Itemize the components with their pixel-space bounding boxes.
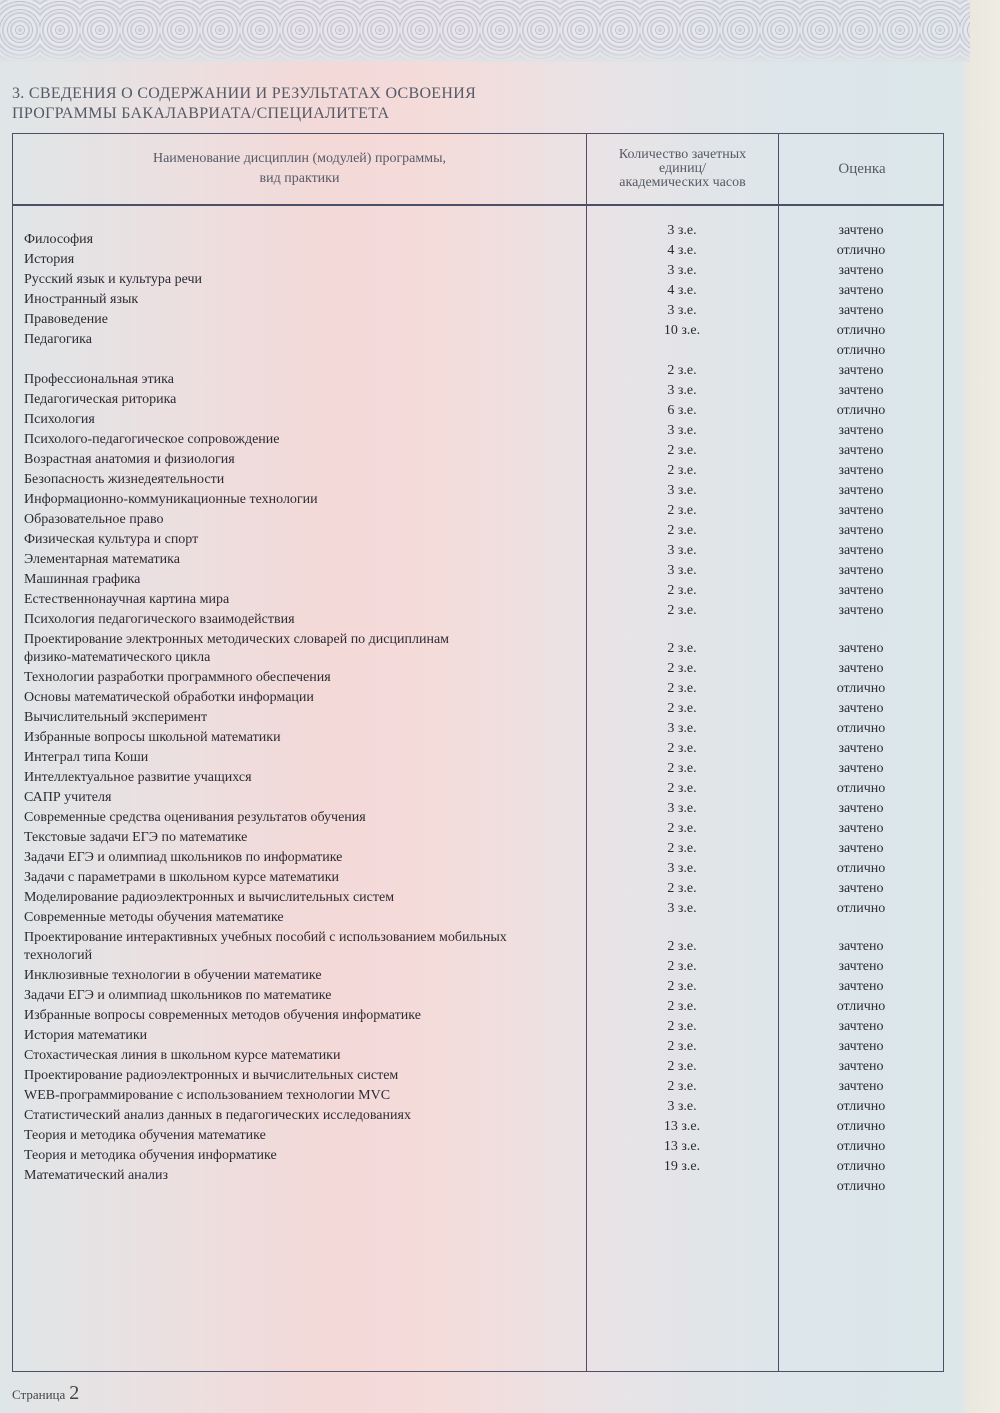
discipline-name-line: Информационно-коммуникационные технологии xyxy=(24,492,318,507)
discipline-name-line: САПР учителя xyxy=(24,790,112,805)
discipline-name-line: Задачи с параметрами в школьном курсе математики xyxy=(24,870,340,885)
discipline-name-line: Задачи ЕГЭ и олимпиад школьников по информатике xyxy=(24,850,343,865)
grade-cell xyxy=(778,1077,944,1097)
discipline-name-line: Интеграл типа Коши xyxy=(24,750,149,765)
grade-cell xyxy=(778,799,944,819)
credits-value: 2 з.е. xyxy=(667,841,697,856)
grade-value: зачтено xyxy=(838,383,884,398)
discipline-name xyxy=(24,929,507,965)
discipline-name-line: Современные средства оценивания результатов обучения xyxy=(24,810,366,825)
discipline-name-line: Моделирование радиоэлектронных и вычислительных систем xyxy=(24,890,395,905)
grade-value: зачтено xyxy=(838,959,884,974)
grade-cell xyxy=(778,679,944,699)
page-number: 2 xyxy=(69,1382,80,1404)
grade-cell xyxy=(778,859,944,879)
credits-value: 3 з.е. xyxy=(667,543,697,558)
grade-cell xyxy=(778,879,944,899)
section-title-line2: ПРОГРАММЫ БАКАЛАВРИАТА/СПЕЦИАЛИТЕТА xyxy=(12,105,390,122)
grade-value: зачтено xyxy=(838,523,884,538)
discipline-name xyxy=(24,471,224,489)
discipline-name xyxy=(24,511,163,529)
credits-value: 2 з.е. xyxy=(667,939,697,954)
discipline-name-line: Физическая культура и спорт xyxy=(24,532,199,547)
header-discipline-line1: Наименование дисциплин (модулей) программы, xyxy=(152,151,447,166)
grade-cell xyxy=(778,221,944,241)
grade-cell xyxy=(778,937,944,957)
credits-value: 2 з.е. xyxy=(667,443,697,458)
guilloche-border xyxy=(0,0,970,62)
discipline-name xyxy=(24,231,93,249)
grade-value: зачтено xyxy=(838,1019,884,1034)
credits-value: 3 з.е. xyxy=(667,801,697,816)
header-credits: Количество зачетных единиц/ академических часов xyxy=(618,147,747,190)
discipline-name-line: Машинная графика xyxy=(24,572,141,587)
discipline-name-line: История математики xyxy=(24,1028,148,1043)
grade-value: зачтено xyxy=(838,761,884,776)
credits-value: 3 з.е. xyxy=(667,383,697,398)
credits-value: 2 з.е. xyxy=(667,603,697,618)
grade-cell xyxy=(778,301,944,321)
credits-value: 3 з.е. xyxy=(667,563,697,578)
discipline-name xyxy=(24,769,252,787)
grade-cell xyxy=(778,381,944,401)
grade-value: отлично xyxy=(836,1099,886,1114)
credits-value: 2 з.е. xyxy=(667,979,697,994)
grade-value: зачтено xyxy=(838,701,884,716)
discipline-name-line: Философия xyxy=(24,232,94,247)
credits-value: 3 з.е. xyxy=(667,223,697,238)
grade-cell xyxy=(778,481,944,501)
discipline-name-line: Избранные вопросы современных методов обучения информатике xyxy=(24,1008,421,1023)
grade-cell xyxy=(778,241,944,261)
discipline-name-line: физико-математического цикла xyxy=(24,650,211,665)
header-discipline-line2: вид практики xyxy=(259,171,340,186)
header-discipline-name xyxy=(13,134,586,204)
credits-value: 2 з.е. xyxy=(667,999,697,1014)
discipline-name xyxy=(24,611,295,629)
credits-value: 19 з.е. xyxy=(663,1159,701,1174)
grade-value: зачтено xyxy=(838,583,884,598)
discipline-name xyxy=(24,411,95,429)
grade-cell xyxy=(778,461,944,481)
grade-cell xyxy=(778,1117,944,1137)
discipline-name-line: Образовательное право xyxy=(24,512,164,527)
grade-cell xyxy=(778,659,944,679)
discipline-name-line: Задачи ЕГЭ и олимпиад школьников по математике xyxy=(24,988,332,1003)
credits-value: 2 з.е. xyxy=(667,1019,697,1034)
grade-value: отлично xyxy=(836,781,886,796)
discipline-name xyxy=(24,631,449,667)
discipline-name xyxy=(24,729,281,747)
discipline-name xyxy=(24,889,394,907)
grade-value: отлично xyxy=(836,243,886,258)
grade-value: отлично xyxy=(836,323,886,338)
table-row xyxy=(12,1159,944,1206)
discipline-name-line: Статистический анализ данных в педагогических исследованиях xyxy=(24,1108,411,1123)
grade-cell xyxy=(778,997,944,1017)
discipline-name xyxy=(24,909,284,927)
discipline-name xyxy=(24,491,318,509)
discipline-name xyxy=(24,809,366,827)
discipline-name xyxy=(24,551,180,569)
discipline-name xyxy=(24,869,339,887)
grade-cell xyxy=(778,521,944,541)
grade-cell xyxy=(778,581,944,601)
discipline-name-line: Проектирование интерактивных учебных пособий с использованием мобильных xyxy=(24,930,507,945)
table-body xyxy=(12,223,944,1206)
credits-value: 4 з.е. xyxy=(667,243,697,258)
discipline-name xyxy=(24,451,235,469)
grade-value: отлично xyxy=(836,999,886,1014)
page-footer xyxy=(12,1382,79,1405)
credits-value: 2 з.е. xyxy=(667,741,697,756)
grade-value: отлично xyxy=(836,1119,886,1134)
grade-cell xyxy=(778,899,944,919)
credits-value: 3 з.е. xyxy=(667,423,697,438)
credits-value: 13 з.е. xyxy=(663,1119,701,1134)
credits-value: 2 з.е. xyxy=(667,959,697,974)
credits-value: 10 з.е. xyxy=(663,323,701,338)
discipline-name-line: Психология xyxy=(24,412,95,427)
discipline-name xyxy=(24,1147,277,1165)
discipline-name-line: Иностранный язык xyxy=(24,292,139,307)
discipline-name-line: Математический анализ xyxy=(24,1168,169,1183)
discipline-name-line: Педагогическая риторика xyxy=(24,392,177,407)
grade-value: зачтено xyxy=(838,503,884,518)
credits-value: 2 з.е. xyxy=(667,701,697,716)
grade-value: отлично xyxy=(836,901,886,916)
discipline-name xyxy=(24,709,207,727)
grade-value: зачтено xyxy=(838,543,884,558)
grade-cell xyxy=(778,281,944,301)
grade-cell xyxy=(778,1137,944,1157)
grade-value: отлично xyxy=(836,681,886,696)
discipline-name-line: Теория и методика обучения математике xyxy=(24,1128,266,1143)
discipline-name-line: Вычислительный эксперимент xyxy=(24,710,208,725)
discipline-name-line: Основы математической обработки информации xyxy=(24,690,314,705)
grade-cell xyxy=(778,779,944,799)
credits-value: 3 з.е. xyxy=(667,861,697,876)
discipline-name xyxy=(24,591,229,609)
discipline-name-line: Правоведение xyxy=(24,312,108,327)
grade-cell xyxy=(778,639,944,659)
page-label: Страница xyxy=(12,1387,66,1402)
discipline-name xyxy=(24,1027,147,1045)
grade-value: зачтено xyxy=(838,939,884,954)
header-divider xyxy=(13,204,943,206)
discipline-name xyxy=(24,1087,390,1105)
credits-value: 2 з.е. xyxy=(667,523,697,538)
credits-value: 6 з.е. xyxy=(667,403,697,418)
grade-value: зачтено xyxy=(838,1079,884,1094)
grade-value: зачтено xyxy=(838,841,884,856)
grade-cell xyxy=(778,1157,944,1197)
grade-value: зачтено xyxy=(838,443,884,458)
grade-value: зачтено xyxy=(838,363,884,378)
grade-value: зачтено xyxy=(838,563,884,578)
grade-cell xyxy=(778,957,944,977)
discipline-name-line: Проектирование электронных методических словарей по дисциплинам xyxy=(24,632,450,647)
discipline-name xyxy=(24,391,176,409)
grade-cell xyxy=(778,1017,944,1037)
grade-cell xyxy=(778,501,944,521)
discipline-name xyxy=(24,749,148,767)
credits-value: 3 з.е. xyxy=(667,901,697,916)
grade-value: отлично xyxy=(836,343,886,358)
discipline-name xyxy=(24,689,314,707)
credits-value: 2 з.е. xyxy=(667,583,697,598)
discipline-name-line: Психолого-педагогическое сопровождение xyxy=(24,432,280,447)
credits-value: 2 з.е. xyxy=(667,1039,697,1054)
credits-value: 2 з.е. xyxy=(667,503,697,518)
credits-value: 2 з.е. xyxy=(667,661,697,676)
discipline-name xyxy=(24,1007,421,1025)
grade-value: зачтено xyxy=(838,881,884,896)
discipline-name-line: Безопасность жизнедеятельности xyxy=(24,472,225,487)
credits-value: 13 з.е. xyxy=(663,1139,701,1154)
discipline-name-line: Русский язык и культура речи xyxy=(24,272,203,287)
discipline-name-line: Теория и методика обучения информатике xyxy=(24,1148,277,1163)
grade-value: зачтено xyxy=(838,821,884,836)
discipline-name-line: Современные методы обучения математике xyxy=(24,910,284,925)
discipline-name-line: Технологии разработки программного обеспечения xyxy=(24,670,331,685)
grade-value: отлично xyxy=(836,721,886,736)
grade-cell xyxy=(778,561,944,581)
credits-value: 3 з.е. xyxy=(667,1099,697,1114)
discipline-name-line: Текстовые задачи ЕГЭ по математике xyxy=(24,830,248,845)
discipline-name-line: Избранные вопросы школьной математики xyxy=(24,730,281,745)
discipline-name xyxy=(24,431,280,449)
table-row xyxy=(12,603,944,630)
discipline-name-line: Педагогика xyxy=(24,332,92,347)
grade-value: зачтено xyxy=(838,223,884,238)
grade-cell xyxy=(778,977,944,997)
grade-cell xyxy=(778,261,944,281)
discipline-name-line: WEB-программирование с использованием технологии MVC xyxy=(24,1088,391,1103)
grade-cell xyxy=(778,361,944,381)
discipline-name xyxy=(24,331,92,349)
grade-value: отлично xyxy=(836,1159,886,1174)
discipline-name-line: Элементарная математика xyxy=(24,552,180,567)
grade-value: зачтено xyxy=(838,1059,884,1074)
grade-value: отлично xyxy=(836,861,886,876)
grade-cell xyxy=(778,1037,944,1057)
discipline-name xyxy=(24,849,342,867)
table-row xyxy=(12,901,944,928)
discipline-name xyxy=(24,1167,168,1185)
grade-value: зачтено xyxy=(838,423,884,438)
grade-cell xyxy=(778,401,944,421)
grade-cell xyxy=(778,699,944,719)
grade-value: зачтено xyxy=(838,661,884,676)
discipline-name-line: Интеллектуальное развитие учащихся xyxy=(24,770,252,785)
discipline-name xyxy=(24,271,202,289)
grade-value: зачтено xyxy=(838,641,884,656)
discipline-name xyxy=(24,789,111,807)
grade-cell xyxy=(778,839,944,859)
credits-value: 2 з.е. xyxy=(667,781,697,796)
grade-cell xyxy=(778,541,944,561)
grade-cell xyxy=(778,759,944,779)
discipline-name xyxy=(24,1107,411,1125)
credits-value: 3 з.е. xyxy=(667,721,697,736)
credits-value: 3 з.е. xyxy=(667,263,697,278)
credits-value: 2 з.е. xyxy=(667,881,697,896)
discipline-name xyxy=(24,251,74,269)
grade-value: зачтено xyxy=(838,801,884,816)
credits-value: 3 з.е. xyxy=(667,483,697,498)
grade-value: зачтено xyxy=(838,979,884,994)
grade-value: зачтено xyxy=(838,483,884,498)
credits-value: 2 з.е. xyxy=(667,681,697,696)
discipline-name xyxy=(24,1127,266,1145)
grade-cell xyxy=(778,719,944,739)
section-title xyxy=(12,84,476,124)
discipline-name xyxy=(24,829,247,847)
grade-value: зачтено xyxy=(838,283,884,298)
grade-cell xyxy=(778,321,944,361)
grade-value: зачтено xyxy=(838,741,884,756)
grade-cell xyxy=(778,739,944,759)
discipline-name xyxy=(24,967,322,985)
header-grade: Оценка xyxy=(838,161,886,177)
credits-value: 4 з.е. xyxy=(667,283,697,298)
grade-value: отлично xyxy=(836,1139,886,1154)
discipline-name-line: Естественнонаучная картина мира xyxy=(24,592,230,607)
discipline-name-line: Психология педагогического взаимодействия xyxy=(24,612,295,627)
grade-value: зачтено xyxy=(838,463,884,478)
discipline-name xyxy=(24,1067,398,1085)
grade-value: зачтено xyxy=(838,603,884,618)
discipline-name-line: Проектирование радиоэлектронных и вычислительных систем xyxy=(24,1068,399,1083)
credits-value: 2 з.е. xyxy=(667,761,697,776)
discipline-name xyxy=(24,669,331,687)
grade-cell xyxy=(778,819,944,839)
discipline-name-line: История xyxy=(24,252,75,267)
discipline-name xyxy=(24,1047,340,1065)
discipline-name-line: Профессиональная этика xyxy=(24,372,174,387)
discipline-name-line: технологий xyxy=(24,948,93,963)
discipline-name xyxy=(24,311,108,329)
discipline-name xyxy=(24,371,174,389)
grade-value: отлично xyxy=(836,1179,886,1194)
credits-value: 2 з.е. xyxy=(667,1059,697,1074)
discipline-name-line: Инклюзивные технологии в обучении математике xyxy=(24,968,322,983)
grade-value: отлично xyxy=(836,403,886,418)
grade-cell xyxy=(778,1097,944,1117)
credits-value: 2 з.е. xyxy=(667,463,697,478)
grade-cell xyxy=(778,441,944,461)
credits-value: 2 з.е. xyxy=(667,363,697,378)
discipline-name xyxy=(24,571,140,589)
credits-value: 3 з.е. xyxy=(667,303,697,318)
credits-value: 2 з.е. xyxy=(667,821,697,836)
grade-value: зачтено xyxy=(838,303,884,318)
grade-value: зачтено xyxy=(838,263,884,278)
grade-cell xyxy=(778,421,944,441)
discipline-name-line: Стохастическая линия в школьном курсе математики xyxy=(24,1048,341,1063)
section-title-line1: 3. СВЕДЕНИЯ О СОДЕРЖАНИИ И РЕЗУЛЬТАТАХ ОСВОЕНИЯ xyxy=(12,85,477,102)
grade-cell xyxy=(778,601,944,621)
credits-value: 2 з.е. xyxy=(667,1079,697,1094)
discipline-name xyxy=(24,987,331,1005)
discipline-name-line: Возрастная анатомия и физиология xyxy=(24,452,235,467)
discipline-name xyxy=(24,291,138,309)
grade-value: зачтено xyxy=(838,1039,884,1054)
discipline-name xyxy=(24,531,198,549)
grade-cell xyxy=(778,1057,944,1077)
credits-value: 2 з.е. xyxy=(667,641,697,656)
